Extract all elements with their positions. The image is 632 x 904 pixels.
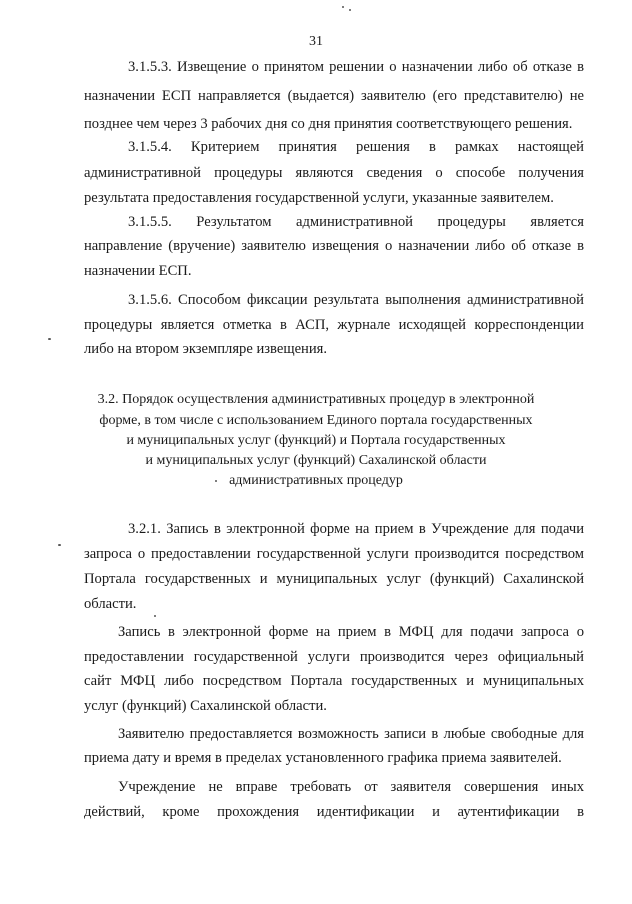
paragraph-3-1-5-3-line: 3.1.5.3. Извещение о принятом решении о назначении либо об отказе в: [128, 59, 584, 75]
scan-speck: [349, 9, 351, 11]
paragraph-mfc-line: предоставлении государственной услуги производится через официальный: [84, 649, 584, 665]
section-heading-line: и муниципальных услуг (функций) и Портала государственных: [126, 433, 506, 448]
paragraph-3-1-5-5-line: назначении ЕСП.: [84, 263, 192, 279]
paragraph-mfc-line: услуг (функций) Сахалинской области.: [84, 698, 327, 714]
paragraph-3-2-1-line: запроса о предоставлении государственной услуги производится посредством: [84, 546, 584, 562]
scan-speck: [215, 480, 217, 482]
section-heading-line: 3.2. Порядок осуществления административных процедур в электронной: [97, 392, 535, 407]
section-heading-line: и муниципальных услуг (функций) Сахалинской области: [145, 453, 487, 468]
paragraph-3-1-5-5-line: 3.1.5.5. Результатом административной процедуры является: [128, 214, 584, 230]
paragraph-3-2-1-line: Портала государственных и муниципальных услуг (функций) Сахалинской: [84, 571, 584, 587]
paragraph-mfc-line: Запись в электронной форме на прием в МФЦ для подачи запроса о: [118, 624, 584, 640]
paragraph-3-2-1-line: 3.2.1. Запись в электронной форме на прием в Учреждение для подачи: [128, 521, 584, 537]
paragraph-3-1-5-3-line: позднее чем через 3 рабочих дня со дня принятия соответствующего решения.: [84, 116, 573, 132]
paragraph-institution-line: действий, кроме прохождения идентификации и аутентификации в: [84, 804, 584, 820]
paragraph-3-1-5-4-line: административной процедуры являются сведения о способе получения: [84, 165, 584, 181]
paragraph-3-2-1-line: области.: [84, 596, 137, 612]
paragraph-applicant-line: Заявителю предоставляется возможность записи в любые свободные для: [118, 726, 584, 742]
page-number: 31: [309, 34, 323, 49]
paragraph-institution-line: Учреждение не вправе требовать от заявителя совершения иных: [118, 779, 584, 795]
paragraph-3-1-5-6-line: 3.1.5.6. Способом фиксации результата выполнения административной: [128, 292, 584, 308]
paragraph-3-1-5-6-line: процедуры является отметка в АСП, журнале исходящей корреспонденции: [84, 317, 584, 333]
section-heading-line: административных процедур: [229, 473, 403, 488]
paragraph-3-1-5-4-line: результата предоставления государственной услуги, указанные заявителем.: [84, 190, 554, 206]
scan-speck: [48, 338, 51, 340]
scan-speck: [154, 615, 156, 617]
paragraph-3-1-5-4-line: 3.1.5.4. Критерием принятия решения в рамках настоящей: [128, 139, 584, 155]
paragraph-mfc-line: сайт МФЦ либо посредством Портала государственных и муниципальных: [84, 673, 584, 689]
paragraph-3-1-5-6-line: либо на втором экземпляре извещения.: [84, 341, 328, 357]
paragraph-applicant-line: приема дату и время в пределах установленного графика приема заявителей.: [84, 750, 562, 766]
paragraph-3-1-5-5-line: направление (вручение) заявителю извещения о назначении либо об отказе в: [84, 238, 584, 254]
scan-speck: [58, 544, 61, 546]
paragraph-3-1-5-3-line: назначении ЕСП направляется (выдается) заявителю (его представителю) не: [84, 88, 584, 104]
scan-speck: [342, 6, 344, 8]
section-heading-line: форме, в том числе с использованием Единого портала государственных: [99, 413, 533, 428]
